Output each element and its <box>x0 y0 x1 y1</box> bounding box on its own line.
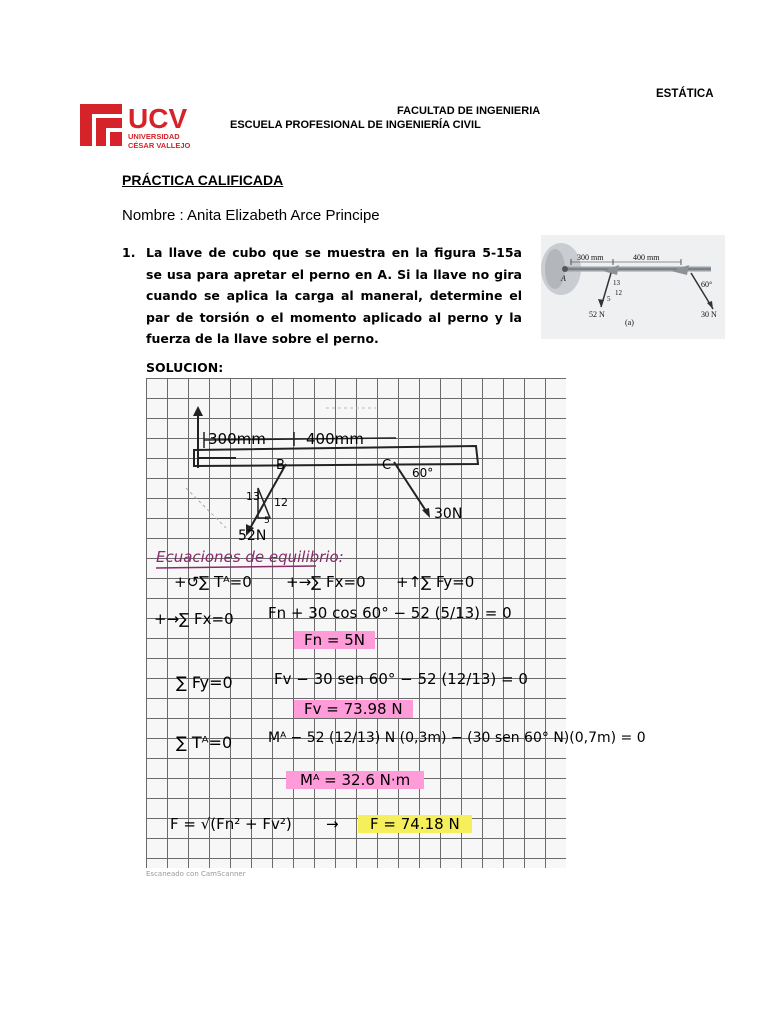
hw-tri-c: 5 <box>264 516 270 526</box>
hw-heading: Ecuaciones de equilibrio: <box>156 548 344 566</box>
fig-point-a: A <box>561 274 566 283</box>
faculty-name: FACULTAD DE INGENIERIA <box>397 105 541 117</box>
hw-tri-a: 13 <box>246 490 260 503</box>
hw-fy-result: Fv = 73.98 N <box>294 700 413 718</box>
fig-ratio-a: 13 <box>613 279 620 287</box>
hw-eq-top2: +→∑ Fx=0 <box>286 573 366 591</box>
hw-dim1: 300mm <box>208 430 266 448</box>
course-name: ESTÁTICA <box>656 88 714 100</box>
logo-line2: CÉSAR VALLEJO <box>128 141 191 150</box>
fig-caption: (a) <box>625 318 634 327</box>
ucv-logo <box>78 98 200 153</box>
school-name: ESCUELA PROFESIONAL DE INGENIERÍA CIVIL <box>230 119 481 131</box>
student-name: Nombre : Anita Elizabeth Arce Principe <box>122 207 380 224</box>
hw-point-c: C <box>382 458 392 473</box>
fig-dim1: 300 mm <box>577 253 604 262</box>
hw-eq-top3: +↑∑ Fy=0 <box>396 573 475 591</box>
hw-arrow: → <box>326 815 339 833</box>
hw-m-result: Mᴬ = 32.6 N·m <box>286 771 424 789</box>
fig-force2: 30 N <box>701 310 717 319</box>
question-text: La llave de cubo que se muestra en la figura 5-15a se usa para apretar el perno en A. Si la llave no gira cuando se aplica la carga al maneral, determine el par de torsión o el momento aplicado al perno y la fuerza de la llave sobre el perno. <box>146 245 522 346</box>
hw-point-b: B <box>276 458 285 473</box>
hw-force1: 52N <box>238 528 267 544</box>
fig-ratio-c: 5 <box>607 295 611 303</box>
fig-force1: 52 N <box>589 310 605 319</box>
hw-f-result: F = 74.18 N <box>358 815 472 833</box>
hw-tri-b: 12 <box>274 496 288 509</box>
hw-fx-eq: Fn + 30 cos 60° − 52 (5/13) = 0 <box>268 604 512 622</box>
handwritten-solution <box>146 378 646 886</box>
logo-line1: UNIVERSIDAD <box>128 132 180 141</box>
hw-eq-top1: +↺∑ Tᴬ=0 <box>174 573 252 591</box>
hw-fy-eq: Fv − 30 sen 60° − 52 (12/13) = 0 <box>274 670 528 688</box>
wrench-figure <box>541 235 725 339</box>
hw-fx-result: Fn = 5N <box>294 631 375 649</box>
hw-m-label: ∑ Tᴬ=0 <box>176 733 233 752</box>
hw-m-eq: Mᴬ − 52 (12/13) N (0,3m) − (30 sen 60° N)(0,7m) = 0 <box>268 730 646 746</box>
scanner-watermark: Escaneado con CamScanner <box>146 870 246 878</box>
hw-fy-label: ∑ Fy=0 <box>176 673 233 692</box>
fig-dim2: 400 mm <box>633 253 660 262</box>
hw-angle: 60° <box>412 466 434 480</box>
page-title: PRÁCTICA CALIFICADA <box>122 172 284 188</box>
question-number: 1. <box>122 245 136 260</box>
hw-f-eq: F = √(Fn² + Fv²) <box>170 815 292 833</box>
hw-dim2: 400mm <box>306 430 364 448</box>
hw-fx-label: +→∑ Fx=0 <box>154 610 234 628</box>
fig-ratio-b: 12 <box>615 289 622 297</box>
fig-angle: 60° <box>701 280 713 289</box>
solution-label: SOLUCION: <box>146 360 224 375</box>
hw-force2: 30N <box>434 506 463 522</box>
logo-name: UCV <box>128 103 188 134</box>
